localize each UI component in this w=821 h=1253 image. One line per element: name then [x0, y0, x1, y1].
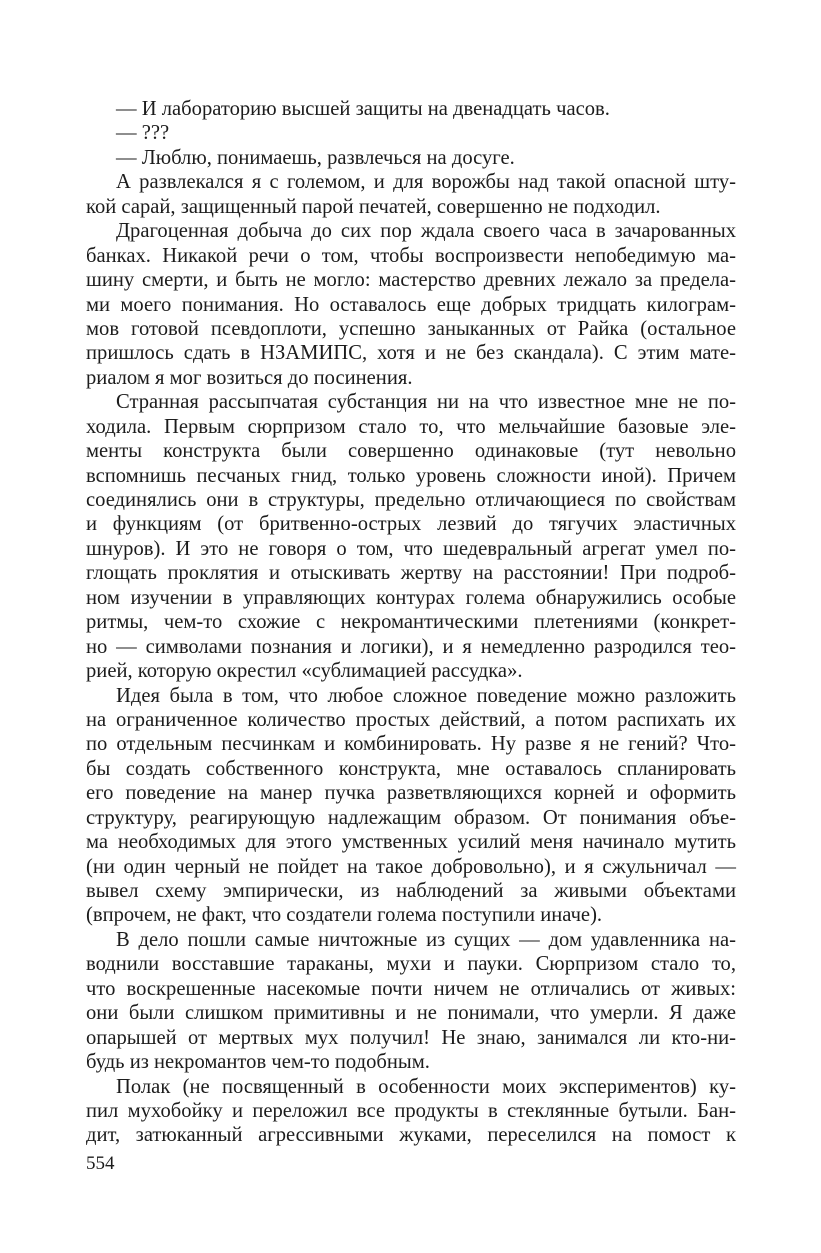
text-line: Драгоценная добыча до сих пор ждала своего часа в зачарованных [116, 220, 736, 243]
text-line: они были слишком примитивны и не понимали, что умерли. Я даже [86, 1002, 736, 1025]
text-line: ритмы, чем-то схожие с некромантическими плетениями (конкрет- [86, 611, 736, 634]
text-line: рией, которую окрестил «сублимацией рассудка». [86, 660, 523, 683]
text-line: ходила. Первым сюрпризом стало то, что мельчайшие базовые эле- [86, 415, 736, 438]
text-line: но — символами познания и логики), и я немедленно разродился тео- [86, 635, 736, 658]
text-line: будь из некромантов чем-то подобным. [86, 1051, 430, 1074]
text-line: Полак (не посвященный в особенности моих экспериментов) ку- [116, 1075, 736, 1098]
text-line: кой сарай, защищенный парой печатей, совершенно не подходил. [86, 195, 661, 218]
text-line: на ограниченное количество простых действий, а потом распихать их [86, 708, 736, 731]
text-line: ном изучении в управляющих контурах голема обнаружились особые [86, 586, 736, 609]
text-line: (впрочем, не факт, что создатели голема поступили иначе). [86, 904, 603, 927]
text-line: вывел схему эмпирически, из наблюдений за живыми объектами [86, 880, 736, 902]
text-line: риалом я мог возиться до посинения. [86, 366, 413, 389]
text-line: пил мухобойку и переложил все продукты в стеклянные бутыли. Бан- [86, 1099, 736, 1122]
text-line: и функциям (от бритвенно-острых лезвий до тягучих эластичных [86, 513, 736, 536]
text-line: мов готовой псевдоплоти, успешно заныканных от Райка (остальное [86, 317, 736, 340]
text-line: соединялись они в структуры, предельно отличающиеся по свойствам [86, 489, 736, 511]
text-line: воднили восставшие тараканы, мухи и пауки. Сюрпризом стало то, [86, 953, 736, 976]
text-line: А развлекался я с големом, и для ворожбы над такой опасной шту- [116, 171, 736, 194]
page-number: 554 [86, 1153, 115, 1174]
text-line: менты конструкта были совершенно одинаковые (тут невольно [86, 440, 736, 463]
text-line: пришлось сдать в НЗАМИПС, хотя и не без скандала). С этим мате- [86, 342, 736, 365]
text-line: шнуров). И это не говоря о том, что шедевральный агрегат умел по- [86, 537, 736, 560]
text-line: глощать проклятия и отыскивать жертву на расстоянии! При подроб- [86, 562, 736, 585]
text-line: Идея была в том, что любое сложное поведение можно разложить [116, 684, 736, 707]
text-line: опарышей от мертвых мух получил! Не знаю, занимался ли кто-ни- [86, 1026, 736, 1049]
text-line: ма необходимых для этого умственных усилий меня начинало мутить [86, 831, 736, 854]
text-line: ми моего понимания. Но оставалось еще добрых тридцать килограм- [86, 293, 736, 316]
text-line: структуру, реагирующую надлежащим образом. От понимания объе- [86, 806, 736, 829]
text-line: Странная рассыпчатая субстанция ни на что известное мне не по- [116, 391, 736, 414]
text-line: дит, затюканный агрессивными жуками, переселился на помост к [86, 1124, 736, 1147]
text-line: — И лабораторию высшей защиты на двенадцать часов. [116, 98, 610, 120]
text-line: что воскрешенные насекомые почти ничем не отличались от живых: [86, 977, 736, 1000]
text-line: по отдельным песчинкам и комбинировать. Ну разве я не гений? Что- [86, 733, 736, 756]
text-line: вспомнишь песчаных гнид, только уровень сложности иной). Причем [86, 464, 736, 487]
text-line: бы создать собственного конструкта, мне оставалось спланировать [86, 757, 736, 780]
text-line: шину смерти, и быть не могло: мастерство древних лежало за предела- [86, 269, 736, 292]
text-line: — ??? [116, 122, 170, 145]
body-text [86, 97, 736, 1148]
text-line: банках. Никакой речи о том, чтобы воспроизвести непобедимую ма- [86, 244, 736, 267]
text-line: его поведение на манер пучка разветвляющихся корней и оформить [86, 782, 736, 805]
text-line: В дело пошли самые ничтожные из сущих — дом удавленника на- [116, 928, 736, 951]
text-line: (ни один черный не пойдет на такое добровольно), и я сжульничал — [86, 855, 736, 878]
text-line: — Люблю, понимаешь, развлечься на досуге. [116, 146, 515, 169]
